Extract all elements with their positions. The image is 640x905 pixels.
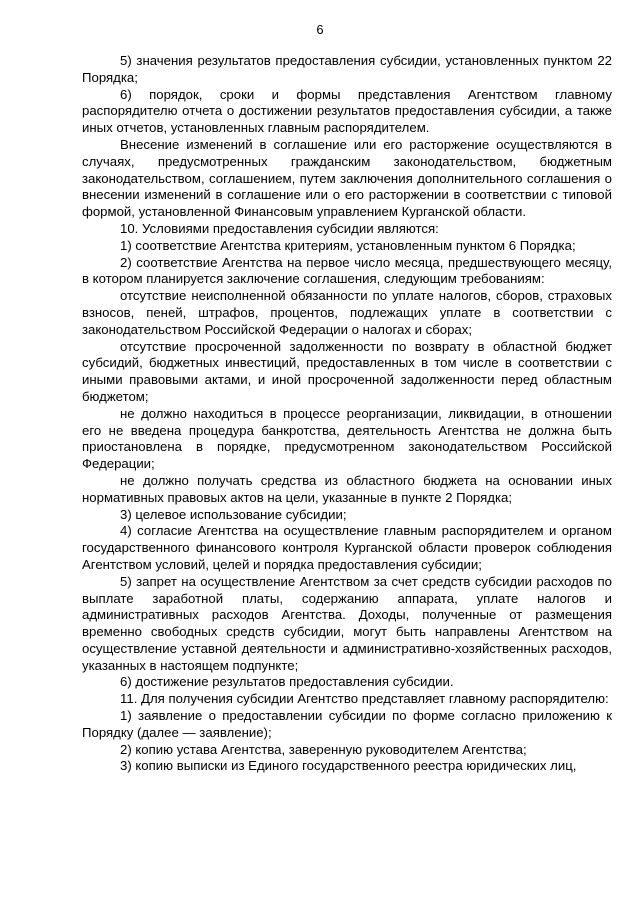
paragraph: не должно находиться в процессе реорганизации, ликвидации, в отношении его не введена процедура банкротства, деятельность Агентства не должна быть приостановлена в порядке, предусмотренном законодательством Российской Федерации; [82, 405, 612, 472]
paragraph: 4) согласие Агентства на осуществление главным распорядителем и органом государственного финансового контроля Курганской области проверок соблюдения Агентством условий, целей и порядка предоставления субсидии; [82, 523, 612, 572]
paragraph: 1) заявление о предоставлении субсидии по форме согласно приложению к Порядку (далее — заявление); [82, 708, 612, 740]
paragraph: 1) соответствие Агентства критериям, установленным пунктом 6 Порядка; [120, 237, 576, 253]
paragraph: 5) значения результатов предоставления субсидии, установленных пунктом 22 Порядка; [82, 53, 612, 85]
paragraph: не должно получать средства из областного бюджета на основании иных нормативных правовых актов на цели, указанные в пункте 2 Порядка; [82, 472, 612, 505]
paragraph: 6) достижение результатов предоставления субсидии. [120, 674, 454, 690]
paragraph: 5) запрет на осуществление Агентством за счет средств субсидии расходов по выплате заработной платы, содержанию аппарата, уплате налогов и административных расходов Агентства. Доходы, полученные от размещения временно свободных средств субсидии, могут быть направлены Агентством на осуществление уставной деятельности и административно-хозяйственных расходов, указанных в настоящем подпункте; [82, 573, 612, 673]
paragraph: 2) копию устава Агентства, заверенную руководителем Агентства; [120, 741, 527, 757]
paragraph: отсутствие неисполненной обязанности по уплате налогов, сборов, страховых взносов, пеней, штрафов, процентов, подлежащих уплате в соответствии с законодательством Российской Федерации о налогах и сборах; [82, 288, 612, 337]
document-body [82, 53, 612, 775]
paragraph: 2) соответствие Агентства на первое число месяца, предшествующего месяцу, в котором планируется заключение соглашения, следующим требованиям: [82, 254, 612, 287]
paragraph: 3) копию выписки из Единого государственного реестра юридических лиц, [120, 758, 577, 774]
paragraph: отсутствие просроченной задолженности по возврату в областной бюджет субсидий, бюджетных инвестиций, предоставленных в том числе в соответствии с иными правовыми актами, и иной просроченной задолженности перед областным бюджетом; [82, 338, 612, 404]
paragraph: 3) целевое использование субсидии; [120, 506, 347, 522]
paragraph: 10. Условиями предоставления субсидии являются: [120, 220, 439, 236]
paragraph: 11. Для получения субсидии Агентство представляет главному распорядителю: [120, 691, 609, 707]
page-number: 6 [316, 22, 324, 37]
paragraph: 6) порядок, сроки и формы представления Агентством главному распорядителю отчета о достижении результатов предоставления субсидии, а также иных отчетов, установленных главным распорядителем. [82, 86, 612, 136]
paragraph: Внесение изменений в соглашение или его расторжение осуществляются в случаях, предусмотренных гражданским законодательством, бюджетным законодательством, соглашением, путем заключения дополнительного соглашения о внесении изменений в соглашение или о его расторжении в соответствии с типовой формой, установленной Финансовым управлением Курганской области. [82, 136, 612, 220]
